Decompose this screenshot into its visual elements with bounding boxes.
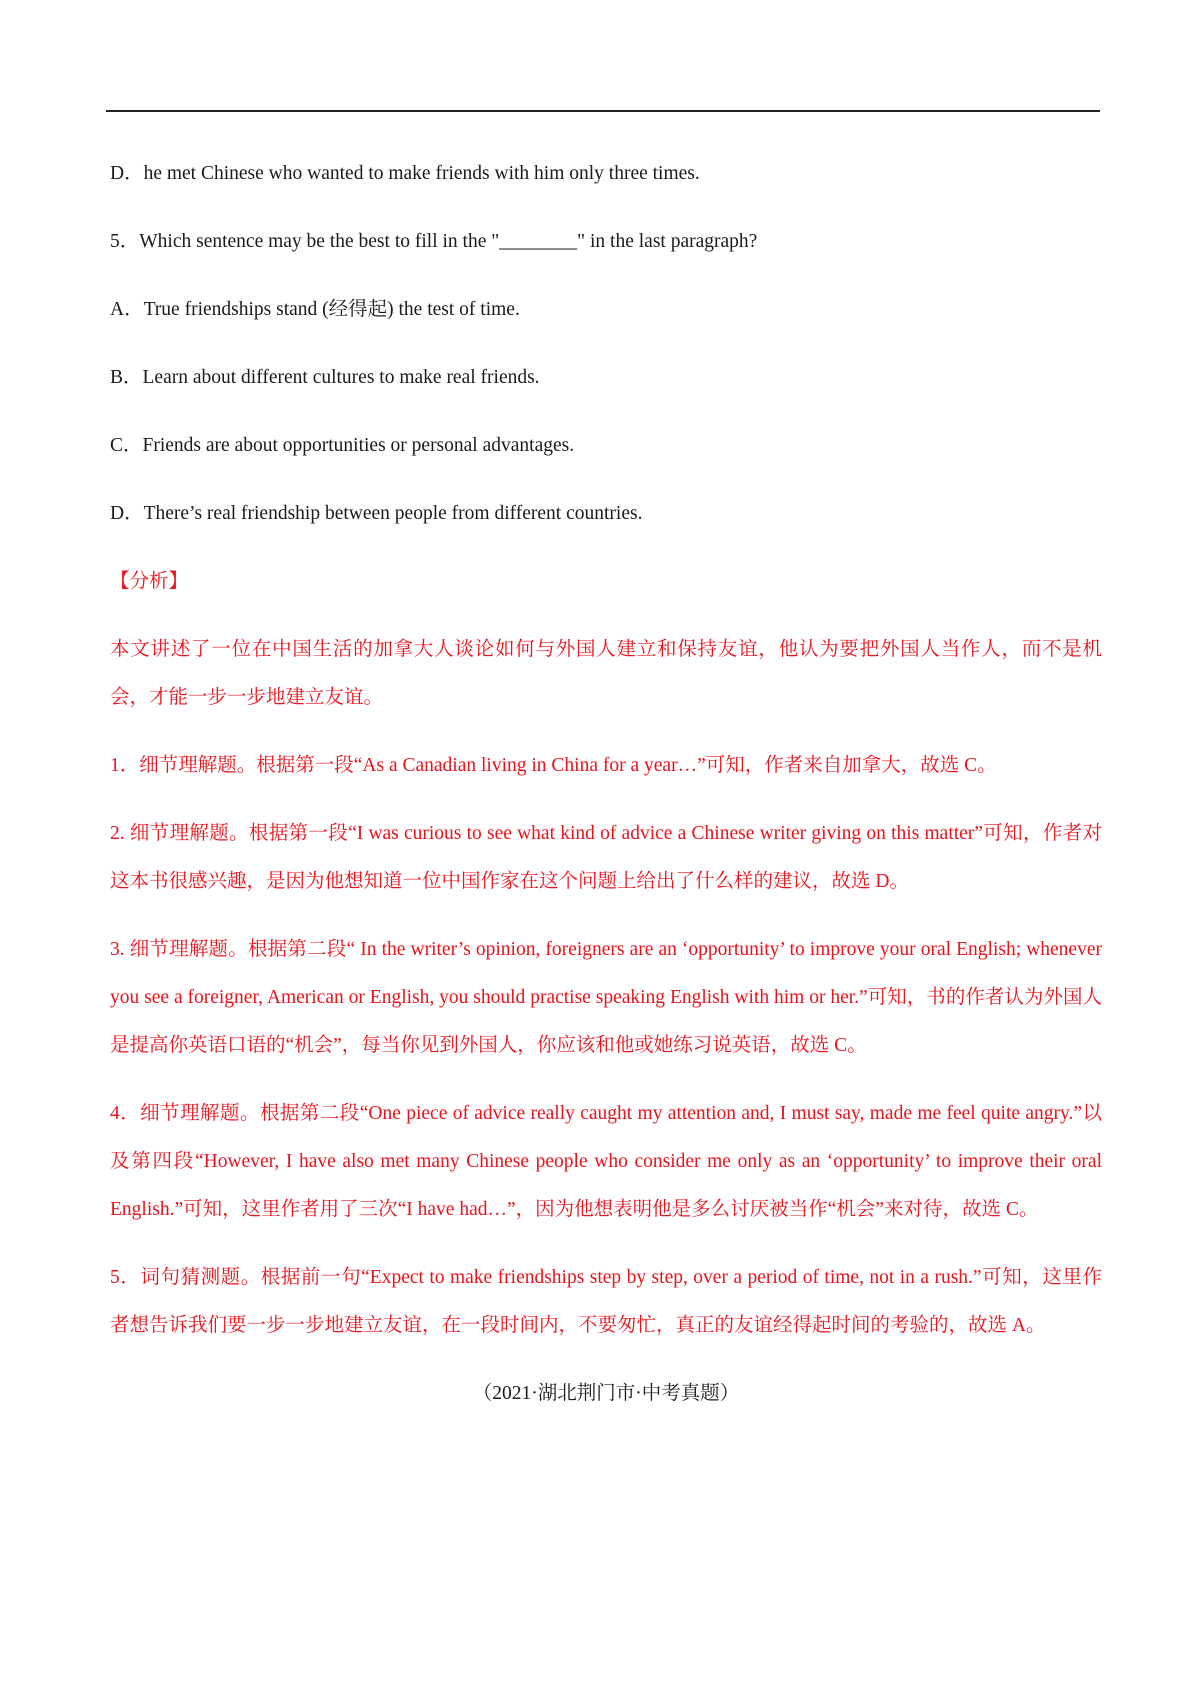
- question-5-option-d: D．There’s real friendship between people from different countries.: [110, 503, 643, 524]
- analysis-label: 【分析】: [110, 571, 189, 592]
- option-d-previous: D．he met Chinese who wanted to make friends with him only three times.: [110, 163, 700, 184]
- question-5-option-c: C．Friends are about opportunities or personal advantages.: [110, 435, 575, 456]
- question-5-option-b: B．Learn about different cultures to make real friends.: [110, 367, 540, 388]
- exam-source: （2021·湖北荆门市·中考真题）: [472, 1383, 740, 1404]
- analysis-item-1: 1．细节理解题。根据第一段“As a Canadian living in China for a year…”可知，作者来自加拿大，故选 C。: [110, 755, 997, 776]
- question-5-option-a: A．True friendships stand (经得起) the test of time.: [110, 299, 520, 320]
- question-5-stem: 5．Which sentence may be the best to fill in the "________" in the last paragraph?: [110, 231, 758, 252]
- header-rule: [106, 110, 1100, 112]
- analysis-item-2: 2. 细节理解题。根据第一段“I was curious to see what kind of advice a Chinese writer giving on this matter”可知，作者对这本书很感兴趣，是因为他想知道一位中国作家在这个问题上给出了什么样的建议，故选 D。: [110, 823, 1102, 892]
- analysis-item-3: 3. 细节理解题。根据第二段“ In the writer’s opinion, foreigners are an ‘opportunity’ to improve your oral English; whenever you see a foreigner, American or English, you should practise speaking English with him or her.”可知，书的作者认为外国人是提高你英语口语的“机会”，每当你见到外国人，你应该和他或她练习说英语，故选 C。: [110, 939, 1102, 1056]
- page-content: [110, 150, 1102, 1438]
- analysis-item-4: 4．细节理解题。根据第二段“One piece of advice really caught my attention and, I must say, made me feel quite angry.”以及第四段“However, I have also met many Chinese people who consider me only as an ‘opportunity’ to improve their oral English.”可知，这里作者用了三次“I have had…”，因为他想表明他是多么讨厌被当作“机会”来对待，故选 C。: [110, 1103, 1102, 1220]
- analysis-summary: 本文讲述了一位在中国生活的加拿大人谈论如何与外国人建立和保持友谊，他认为要把外国人当作人，而不是机会，才能一步一步地建立友谊。: [110, 639, 1102, 708]
- analysis-item-5: 5．词句猜测题。根据前一句“Expect to make friendships step by step, over a period of time, not in a rush.”可知，这里作者想告诉我们要一步一步地建立友谊，在一段时间内，不要匆忙，真正的友谊经得起时间的考验的，故选 A。: [110, 1267, 1102, 1336]
